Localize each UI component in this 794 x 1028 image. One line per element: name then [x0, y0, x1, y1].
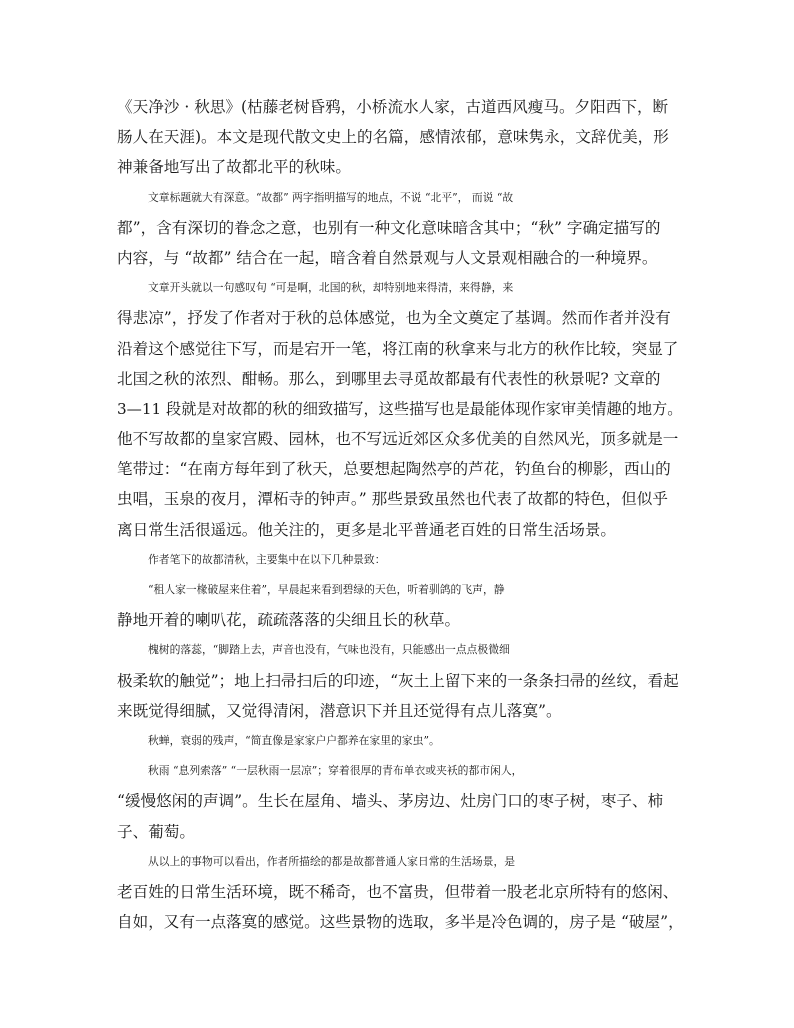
text-line: 沿着这个感觉往下写，而是宕开一笔，将江南的秋拿来与北方的秋作比较，突显了: [117, 339, 679, 358]
text-line: 文章标题就大有深意。“故都” 两字指明描写的地点，不说 “北平”， 而说 “故: [148, 190, 514, 204]
document-body: [117, 92, 685, 937]
text-line: “租人家一椽破屋来住着”，早晨起来看到碧绿的天色，听着驯鸽的飞声，静: [148, 583, 505, 596]
text-line: 老百姓的日常生活环境，既不稀奇，也不富贵，但带着一股老北京所特有的悠闲、: [117, 882, 679, 901]
text-line: 北国之秋的浓烈、酣畅。那么，到哪里去寻觅故都最有代表性的秋景呢? 文章的: [117, 369, 661, 388]
text-line: 《天净沙 · 秋思》(枯藤老树昏鸦，小桥流水人家，古道西风瘦马。夕阳西下，断: [117, 98, 669, 116]
text-line: 3—11 段就是对故都的秋的细致描写，这些描写也是最能体现作家审美情趣的地方。: [117, 399, 683, 418]
text-line: 神兼备地写出了故都北平的秋味。: [117, 158, 351, 177]
text-line: 槐树的落蕊，“脚踏上去，声音也没有，气味也没有，只能感出一点点极微细: [148, 643, 510, 657]
text-line: 秋雨 “息列索落” “一层秋雨一层凉”；穿着很厚的青布单衣或夹袄的都市闲人，: [148, 764, 523, 778]
text-line: “缓慢悠闲的声调”。生长在屋角、墙头、茅房边、灶房门口的枣子树，枣子、柿: [117, 792, 664, 811]
text-line: 内容，与 “故都” 结合在一起，暗含着自然景观与人文景观相融合的一种境界。: [117, 248, 658, 267]
text-line: 离日常生活很遥远。他关注的，更多是北平普通老百姓的日常生活场景。: [117, 520, 617, 539]
text-line: 自如，又有一点落寞的感觉。这些景物的选取，多半是冷色调的，房子是 “破屋”，: [117, 913, 684, 932]
text-line: 秋蝉，衰弱的残声，“简直像是家家户户都养在家里的家虫”。: [148, 733, 440, 747]
text-line: 都”，含有深切的眷念之意，也别有一种文化意味暗含其中；“秋” 字确定描写的: [117, 218, 661, 237]
text-line: 作者笔下的故都清秋，主要集中在以下几种景致：: [148, 552, 386, 566]
text-line: 极柔软的触觉”；地上扫帚扫后的印迹，“灰土上留下来的一条条扫帚的丝纹，看起: [117, 671, 679, 690]
text-line: 笔带过：“在南方每年到了秋天，总要想起陶然亭的芦花，钓鱼台的柳影，西山的: [117, 460, 671, 479]
text-line: 得悲凉”，抒发了作者对于秋的总体感觉，也为全文奠定了基调。然而作者并没有: [117, 309, 671, 328]
text-line: 从以上的事物可以看出，作者所描绘的都是故都普通人家日常的生活场景，是: [148, 854, 516, 868]
text-line: 肠人在天涯)。本文是现代散文史上的名篇，感情浓郁，意味隽永，文辞优美，形: [117, 128, 669, 147]
text-line: 虫唱，玉泉的夜月，潭柘寺的钟声。” 那些景致虽然也代表了故都的特色，但似乎: [117, 490, 668, 509]
text-line: 他不写故都的皇家宫殿、园林，也不写远近郊区众多优美的自然风光，顶多就是一: [117, 430, 679, 449]
text-line: 来既觉得细腻，又觉得清闲，潜意识下并且还觉得有点儿落寞”。: [117, 701, 562, 720]
text-line: 文章开头就以一句感叹句 “可是啊，北国的秋，却特别地来得清，来得静，来: [148, 281, 514, 295]
text-line: 静地开着的喇叭花，疏疏落落的尖细且长的秋草。: [117, 611, 461, 630]
text-line: 子、葡萄。: [117, 822, 195, 841]
